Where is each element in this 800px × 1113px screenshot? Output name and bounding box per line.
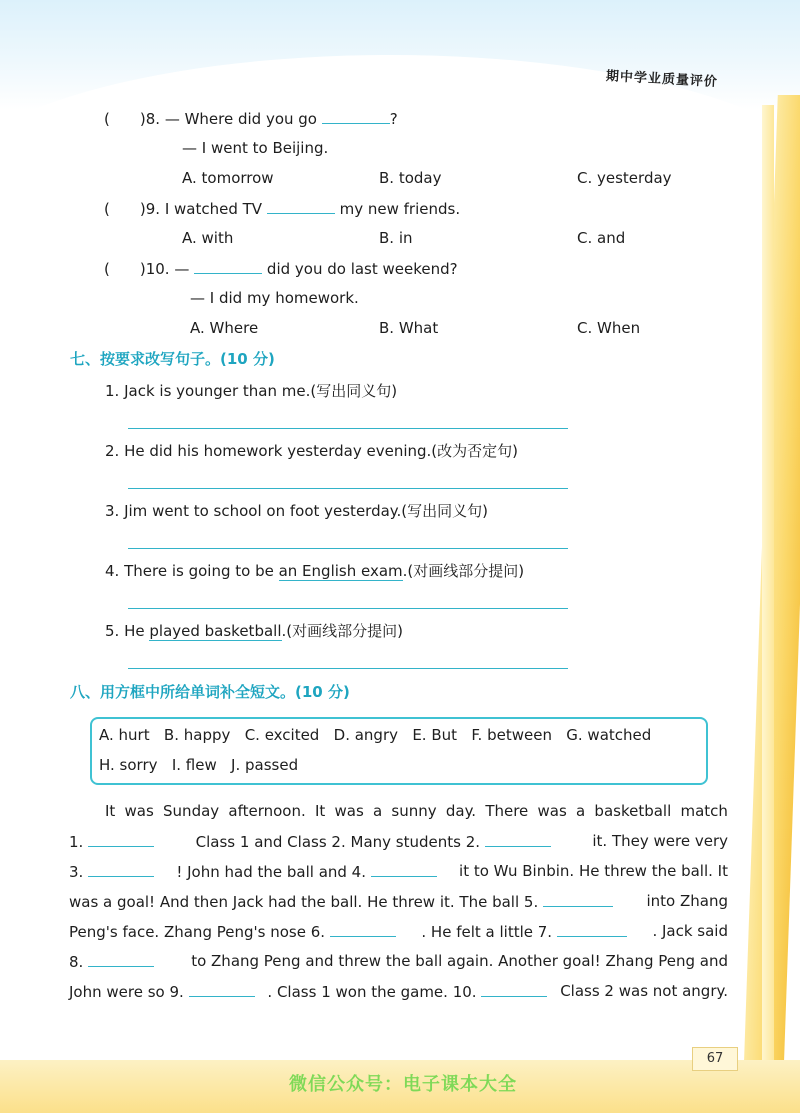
passage-blank-10[interactable]	[481, 982, 547, 997]
passage-line-2: 1. Class 1 and Class 2. Many students 2. it. They were very	[69, 832, 728, 851]
word-option: C. excited	[244, 726, 320, 744]
question-9: ( )9. I watched TV my new friends.	[104, 200, 461, 218]
page-number: 67	[692, 1047, 738, 1071]
passage-blank-1[interactable]	[88, 832, 154, 847]
answer-line[interactable]	[128, 608, 568, 609]
passage-blank-2[interactable]	[485, 832, 551, 847]
word-option: F. between	[471, 726, 552, 744]
passage-line-7: John were so 9. . Class 1 won the game. 10. Class 2 was not angry.	[69, 982, 728, 1001]
passage-blank-5[interactable]	[543, 892, 613, 907]
passage-blank-7[interactable]	[557, 922, 627, 937]
question-stem: I watched TV	[164, 200, 263, 218]
passage-line-1: It was Sunday afternoon. It was a sunny day. There was a basketball match	[105, 802, 728, 820]
question-number: 8.	[145, 110, 161, 128]
passage-line-3: 3. ! John had the ball and 4. it to Wu Binbin. He threw the ball. It	[69, 862, 728, 881]
option-b: B. What	[379, 319, 439, 337]
word-option: A. hurt	[99, 726, 150, 744]
rewrite-item-3: 3. Jim went to school on foot yesterday.(写出同义句)	[105, 502, 489, 520]
underlined-phrase: an English exam	[278, 562, 403, 580]
page-header-title: 期中学业质量评价	[605, 69, 719, 90]
word-option: B. happy	[163, 726, 231, 744]
passage-line-6: 8. to Zhang Peng and threw the ball again. Another goal! Zhang Peng and	[69, 952, 728, 971]
underlined-phrase: played basketball	[149, 622, 282, 640]
fill-blank[interactable]	[194, 259, 262, 274]
answer-line[interactable]	[128, 548, 568, 549]
passage-blank-6[interactable]	[330, 922, 396, 937]
section-8-title: 八、用方框中所给单词补全短文。(10 分)	[70, 683, 350, 701]
question-10-reply: — I did my homework.	[190, 289, 359, 307]
watermark-text: 微信公众号：电子课本大全	[289, 1074, 517, 1095]
option-b: B. in	[379, 229, 413, 247]
page-edge-highlight	[762, 105, 774, 1113]
answer-line[interactable]	[128, 428, 568, 429]
question-8: ( )8. — Where did you go ?	[104, 110, 398, 128]
option-c: C. yesterday	[577, 169, 672, 187]
fill-blank[interactable]	[322, 109, 390, 124]
rewrite-item-4: 4. There is going to be an English exam.(对画线部分提问)	[105, 562, 525, 580]
answer-paren-open: (	[104, 110, 110, 128]
word-option: H. sorry	[99, 756, 158, 774]
word-option: G. watched	[566, 726, 652, 744]
passage-blank-3[interactable]	[88, 862, 154, 877]
rewrite-item-1: 1. Jack is younger than me.(写出同义句)	[105, 382, 398, 400]
question-number: 9.	[145, 200, 161, 218]
option-a: A. with	[182, 229, 234, 247]
option-b: B. today	[379, 169, 442, 187]
word-bank-row-1	[99, 726, 651, 744]
passage-line-5: Peng's face. Zhang Peng's nose 6. . He felt a little 7. . Jack said	[69, 922, 728, 941]
word-option: I. flew	[171, 756, 217, 774]
question-stem: —	[174, 260, 190, 278]
word-option: D. angry	[333, 726, 398, 744]
question-stem: — Where did you go	[164, 110, 317, 128]
option-a: A. Where	[190, 319, 259, 337]
passage-blank-9[interactable]	[189, 982, 255, 997]
passage-blank-8[interactable]	[88, 952, 154, 967]
rewrite-item-2: 2. He did his homework yesterday evening.(改为否定句)	[105, 442, 519, 460]
option-c: C. and	[577, 229, 626, 247]
passage-line-4: was a goal! And then Jack had the ball. He threw it. The ball 5. into Zhang	[69, 892, 728, 911]
fill-blank[interactable]	[267, 199, 335, 214]
word-option: J. passed	[231, 756, 299, 774]
answer-line[interactable]	[128, 488, 568, 489]
section-7-title: 七、按要求改写句子。(10 分)	[70, 350, 275, 368]
option-a: A. tomorrow	[182, 169, 274, 187]
option-c: C. When	[577, 319, 641, 337]
word-option: E. But	[412, 726, 458, 744]
rewrite-item-5: 5. He played basketball.(对画线部分提问)	[105, 622, 403, 640]
question-8-reply: — I went to Beijing.	[182, 139, 329, 157]
passage-blank-4[interactable]	[371, 862, 437, 877]
answer-line[interactable]	[128, 668, 568, 669]
question-number: 10.	[145, 260, 170, 278]
question-10: ( )10. — did you do last weekend?	[104, 260, 458, 278]
word-bank-row-2	[99, 756, 298, 774]
